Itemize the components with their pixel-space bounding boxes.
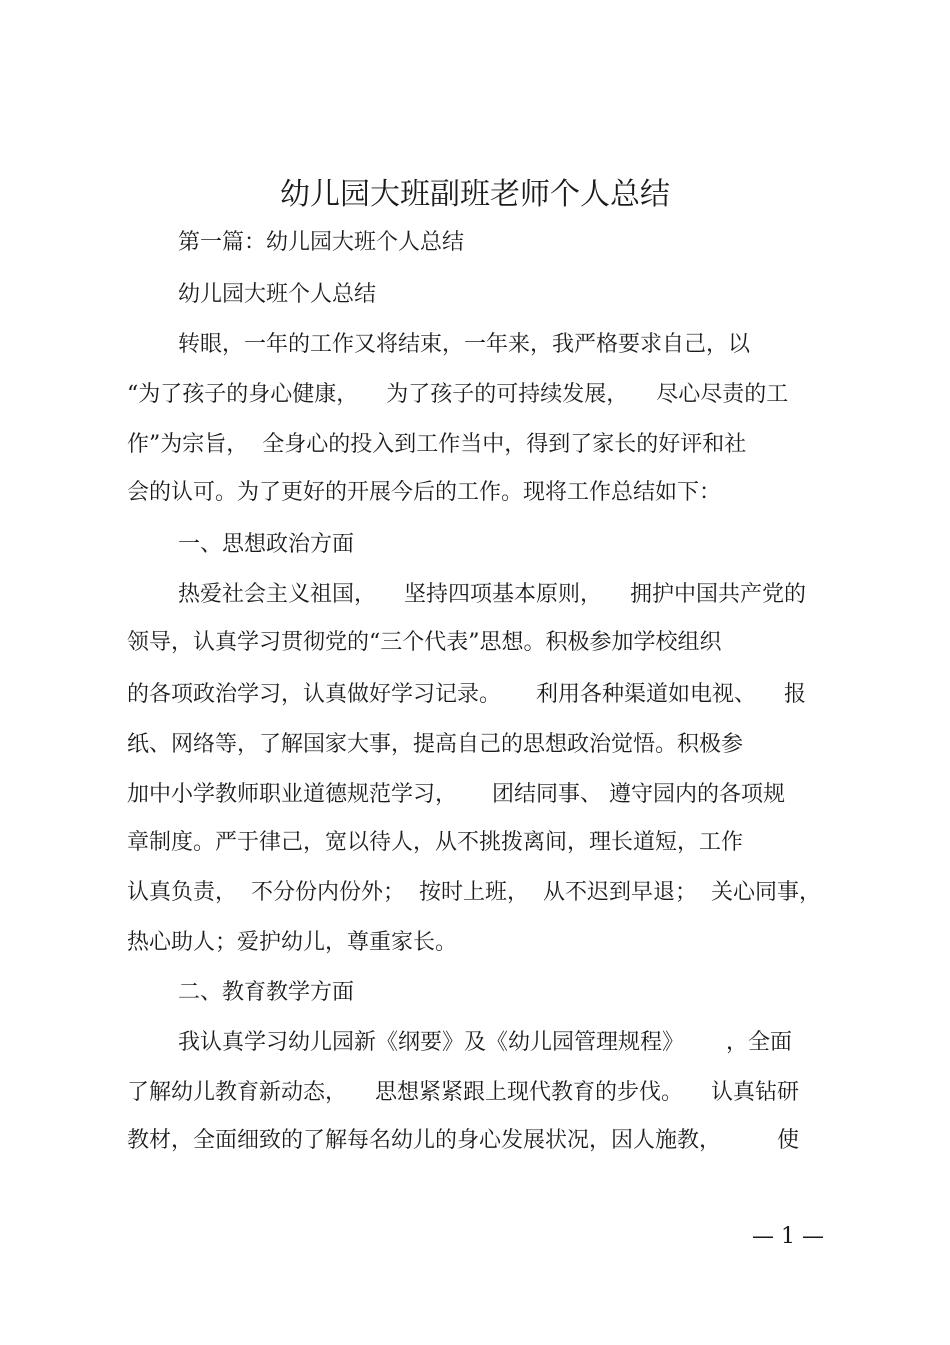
paragraph-line: 作”为宗旨， 全身心的投入到工作当中，得到了家长的好评和社 <box>127 432 747 457</box>
document-title: 幼儿园大班副班老师个人总结 <box>280 177 670 212</box>
paragraph-line: 热爱社会主义祖国， 坚持四项基本原则， 拥护中国共产党的 <box>178 582 806 607</box>
paragraph-line: 转眼，一年的工作又将结束，一年来，我严格要求自己，以 <box>178 332 751 357</box>
paragraph-line: 热心助人；爱护幼儿，尊重家长。 <box>127 930 458 955</box>
section-heading-chapter-one: 第一篇：幼儿园大班个人总结 <box>178 230 465 255</box>
paragraph-line: “为了孩子的身心健康， 为了孩子的可持续发展， 尽心尽责的工 <box>127 382 789 407</box>
paragraph-line: 了解幼儿教育新动态， 思想紧紧跟上现代教育的步伐。 认真钻研 <box>127 1080 799 1105</box>
paragraph-line: 纸、网络等，了解国家大事，提高自己的思想政治觉悟。积极参 <box>127 732 744 757</box>
paragraph-line: 我认真学习幼儿园新《纲要》及《幼儿园管理规程》 ，全面 <box>178 1030 792 1055</box>
page-number: — 1 — <box>752 1224 824 1249</box>
paragraph-line: 认真负责， 不分份内份外； 按时上班， 从不迟到早退； 关心同事， <box>127 880 821 905</box>
subtitle: 幼儿园大班个人总结 <box>178 282 377 307</box>
paragraph-line: 会的认可。为了更好的开展今后的工作。现将工作总结如下： <box>127 480 722 505</box>
paragraph-line: 加中小学教师职业道德规范学习， 团结同事、 遵守园内的各项规 <box>127 782 785 807</box>
section-heading-teaching: 二、教育教学方面 <box>178 980 355 1005</box>
paragraph-line: 的各项政治学习，认真做好学习记录。 利用各种渠道如电视、 报 <box>127 682 806 707</box>
paragraph-line: 教材，全面细致的了解每名幼儿的身心发展状况，因人施教， 使 <box>127 1128 799 1153</box>
paragraph-line: 领导，认真学习贯彻党的“三个代表”思想。积极参加学校组织 <box>127 630 722 655</box>
section-heading-politics: 一、思想政治方面 <box>178 532 355 557</box>
paragraph-line: 章制度。严于律己，宽以待人，从不挑拨离间，理长道短，工作 <box>127 830 744 855</box>
